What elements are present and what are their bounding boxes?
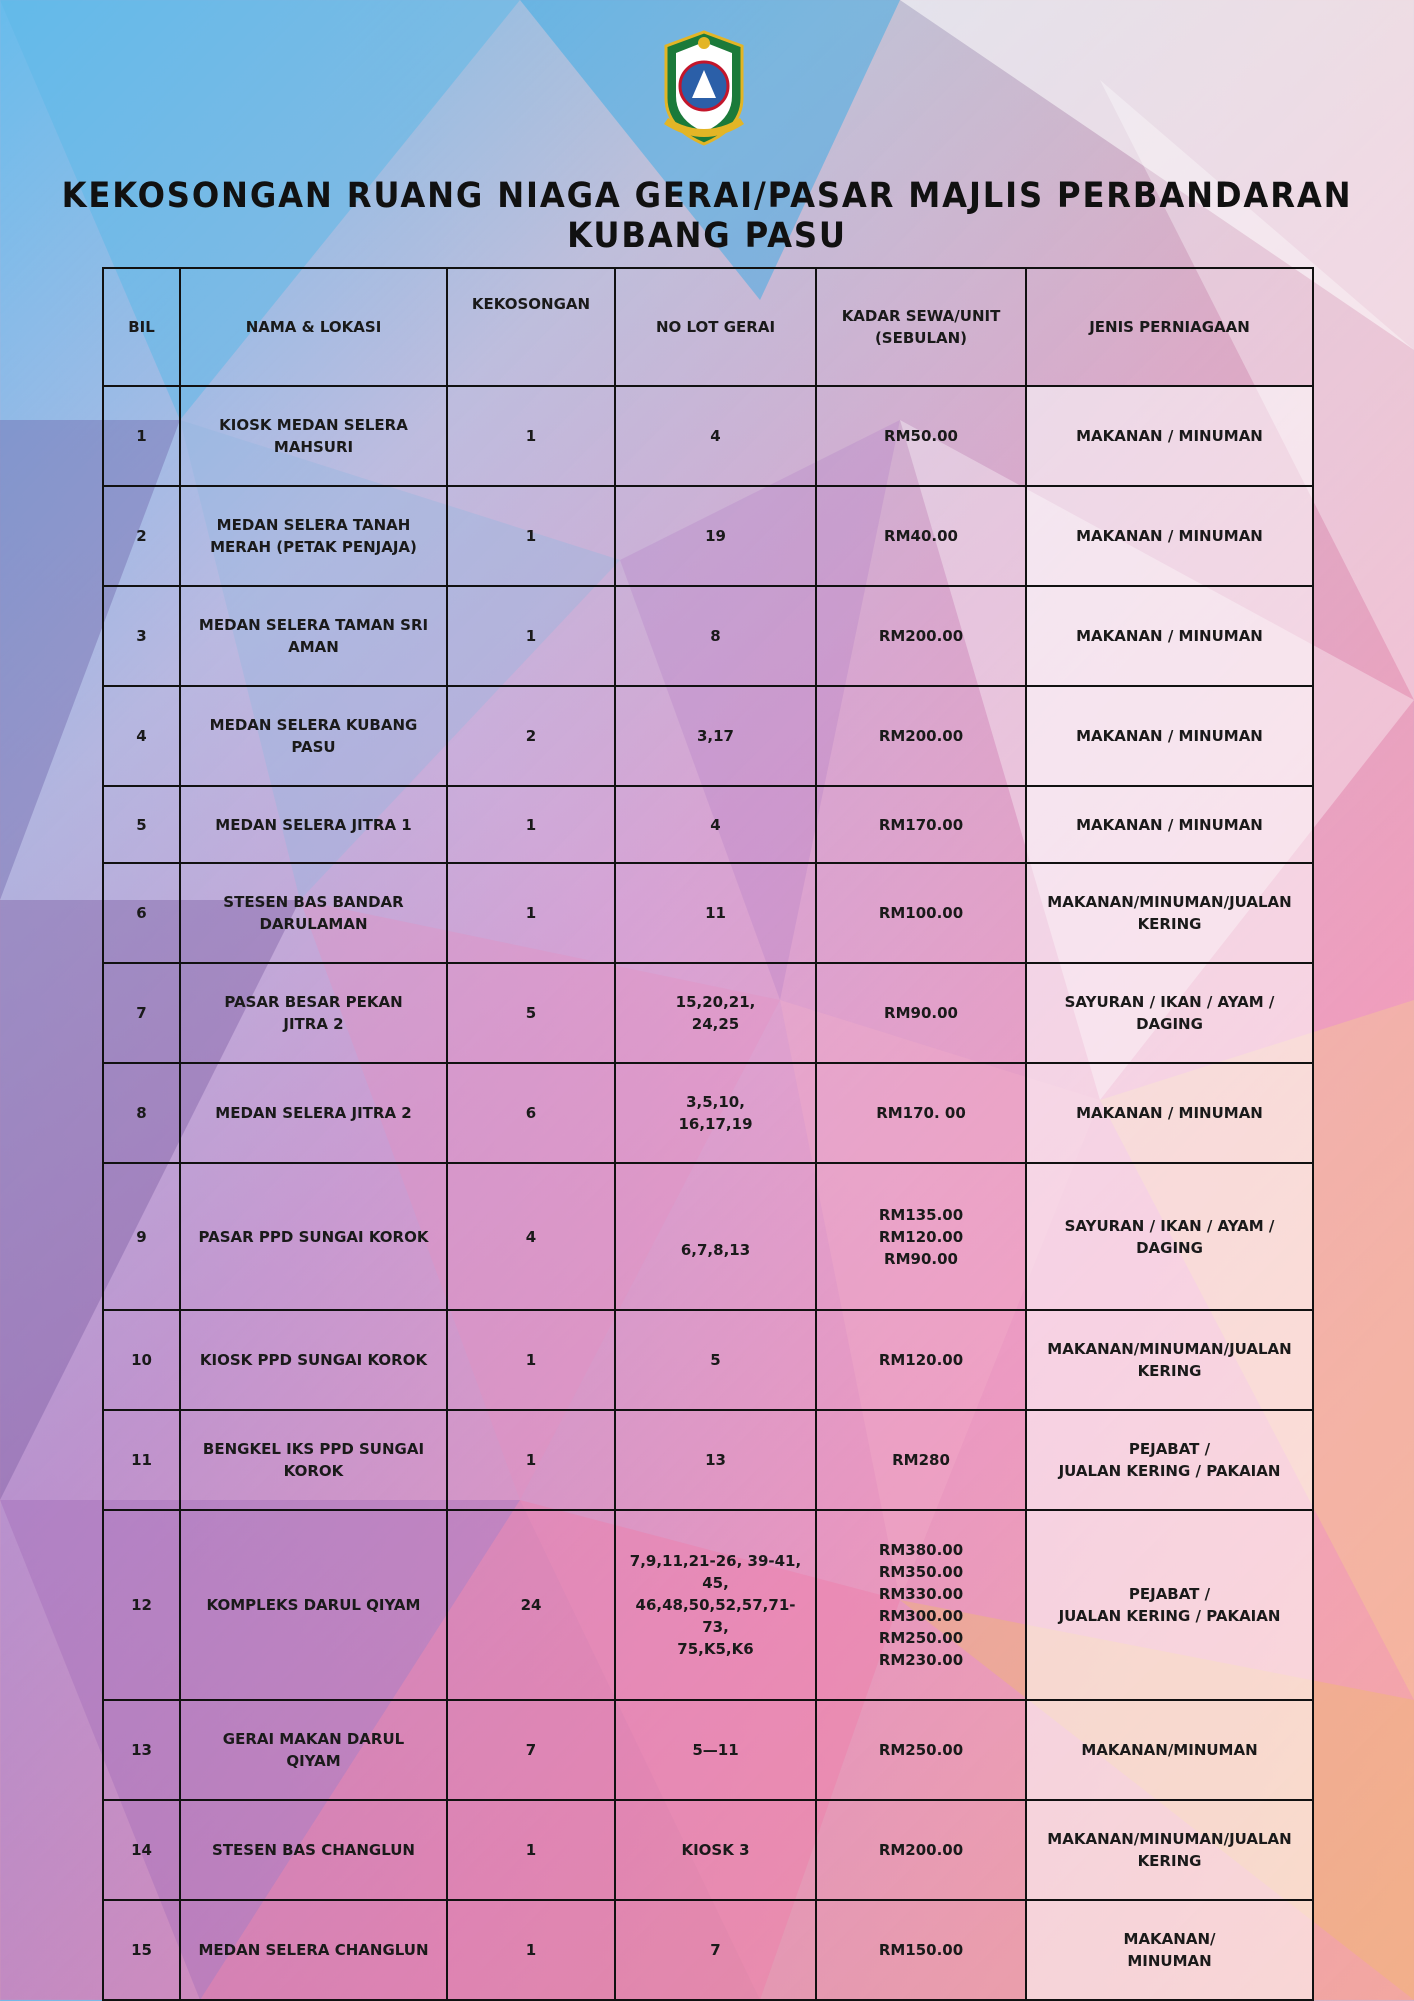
cell-bil: 9 bbox=[103, 1163, 180, 1310]
cell-jenis: MAKANAN / MINUMAN bbox=[1026, 1063, 1313, 1163]
cell-jenis: MAKANAN/MINUMAN/JUALAN KERING bbox=[1026, 863, 1313, 963]
cell-no-lot: 15,20,21, 24,25 bbox=[615, 963, 816, 1063]
cell-nama: KIOSK PPD SUNGAI KOROK bbox=[180, 1310, 447, 1410]
cell-no-lot: 13 bbox=[615, 1410, 816, 1510]
cell-kekosongan: 1 bbox=[447, 386, 615, 486]
cell-kekosongan: 1 bbox=[447, 1900, 615, 2000]
cell-kadar: RM200.00 bbox=[816, 686, 1026, 786]
cell-no-lot: 5 bbox=[615, 1310, 816, 1410]
cell-bil: 13 bbox=[103, 1700, 180, 1800]
cell-kadar: RM380.00 RM350.00 RM330.00 RM300.00 RM250.00 RM230.00 bbox=[816, 1510, 1026, 1700]
cell-kadar: RM170. 00 bbox=[816, 1063, 1026, 1163]
table-row bbox=[103, 586, 1313, 686]
cell-kekosongan: 4 bbox=[447, 1163, 615, 1310]
cell-jenis: MAKANAN/MINUMAN/JUALAN KERING bbox=[1026, 1310, 1313, 1410]
cell-kadar: RM90.00 bbox=[816, 963, 1026, 1063]
cell-bil: 2 bbox=[103, 486, 180, 586]
cell-bil: 4 bbox=[103, 686, 180, 786]
cell-nama: MEDAN SELERA CHANGLUN bbox=[180, 1900, 447, 2000]
table-row bbox=[103, 1700, 1313, 1800]
cell-jenis: MAKANAN/MINUMAN bbox=[1026, 1700, 1313, 1800]
table-header-row bbox=[103, 268, 1313, 386]
cell-nama: MEDAN SELERA KUBANG PASU bbox=[180, 686, 447, 786]
cell-bil: 5 bbox=[103, 786, 180, 863]
header-bil: BIL bbox=[103, 268, 180, 386]
cell-jenis: SAYURAN / IKAN / AYAM / DAGING bbox=[1026, 1163, 1313, 1310]
cell-nama: MEDAN SELERA JITRA 1 bbox=[180, 786, 447, 863]
cell-no-lot: 3,5,10, 16,17,19 bbox=[615, 1063, 816, 1163]
cell-no-lot: 7,9,11,21-26, 39-41, 45, 46,48,50,52,57,71-73, 75,K5,K6 bbox=[615, 1510, 816, 1700]
cell-no-lot: 3,17 bbox=[615, 686, 816, 786]
cell-no-lot: 6,7,8,13 bbox=[615, 1163, 816, 1310]
table-row bbox=[103, 786, 1313, 863]
cell-kadar: RM50.00 bbox=[816, 386, 1026, 486]
cell-kadar: RM250.00 bbox=[816, 1700, 1026, 1800]
cell-kekosongan: 6 bbox=[447, 1063, 615, 1163]
table-row bbox=[103, 486, 1313, 586]
cell-bil: 11 bbox=[103, 1410, 180, 1510]
table-row bbox=[103, 386, 1313, 486]
cell-kekosongan: 1 bbox=[447, 1410, 615, 1510]
council-emblem-icon bbox=[654, 28, 754, 148]
cell-kekosongan: 7 bbox=[447, 1700, 615, 1800]
vacancy-table bbox=[102, 267, 1314, 2001]
cell-kadar: RM200.00 bbox=[816, 1800, 1026, 1900]
table-row bbox=[103, 1163, 1313, 1310]
cell-kekosongan: 1 bbox=[447, 586, 615, 686]
cell-bil: 15 bbox=[103, 1900, 180, 2000]
cell-nama: PASAR BESAR PEKAN JITRA 2 bbox=[180, 963, 447, 1063]
table-row bbox=[103, 1310, 1313, 1410]
cell-no-lot: 4 bbox=[615, 786, 816, 863]
cell-nama: STESEN BAS BANDAR DARULAMAN bbox=[180, 863, 447, 963]
cell-bil: 12 bbox=[103, 1510, 180, 1700]
cell-nama: MEDAN SELERA TAMAN SRI AMAN bbox=[180, 586, 447, 686]
cell-kadar: RM135.00 RM120.00 RM90.00 bbox=[816, 1163, 1026, 1310]
cell-no-lot: 7 bbox=[615, 1900, 816, 2000]
header-kadar-sewa: KADAR SEWA/UNIT (SEBULAN) bbox=[816, 268, 1026, 386]
cell-nama: MEDAN SELERA JITRA 2 bbox=[180, 1063, 447, 1163]
cell-kadar: RM170.00 bbox=[816, 786, 1026, 863]
table-row bbox=[103, 1900, 1313, 2000]
cell-no-lot: 19 bbox=[615, 486, 816, 586]
cell-bil: 7 bbox=[103, 963, 180, 1063]
cell-no-lot: 4 bbox=[615, 386, 816, 486]
table-row bbox=[103, 1410, 1313, 1510]
cell-no-lot: 8 bbox=[615, 586, 816, 686]
cell-bil: 8 bbox=[103, 1063, 180, 1163]
cell-nama: KIOSK MEDAN SELERA MAHSURI bbox=[180, 386, 447, 486]
cell-jenis: PEJABAT / JUALAN KERING / PAKAIAN bbox=[1026, 1510, 1313, 1700]
cell-bil: 1 bbox=[103, 386, 180, 486]
cell-nama: MEDAN SELERA TANAH MERAH (PETAK PENJAJA) bbox=[180, 486, 447, 586]
page-title: KEKOSONGAN RUANG NIAGA GERAI/PASAR MAJLIS PERBANDARAN KUBANG PASU bbox=[61, 176, 1353, 256]
cell-nama: PASAR PPD SUNGAI KOROK bbox=[180, 1163, 447, 1310]
cell-kekosongan: 1 bbox=[447, 786, 615, 863]
cell-jenis: MAKANAN / MINUMAN bbox=[1026, 486, 1313, 586]
cell-kadar: RM40.00 bbox=[816, 486, 1026, 586]
table-row bbox=[103, 963, 1313, 1063]
cell-jenis: MAKANAN / MINUMAN bbox=[1026, 686, 1313, 786]
cell-kekosongan: 5 bbox=[447, 963, 615, 1063]
cell-nama: KOMPLEKS DARUL QIYAM bbox=[180, 1510, 447, 1700]
cell-no-lot: 5—11 bbox=[615, 1700, 816, 1800]
header-kekosongan: KEKOSONGAN bbox=[447, 268, 615, 386]
cell-kadar: RM120.00 bbox=[816, 1310, 1026, 1410]
cell-jenis: MAKANAN/ MINUMAN bbox=[1026, 1900, 1313, 2000]
cell-jenis: PEJABAT / JUALAN KERING / PAKAIAN bbox=[1026, 1410, 1313, 1510]
cell-nama: GERAI MAKAN DARUL QIYAM bbox=[180, 1700, 447, 1800]
cell-jenis: MAKANAN / MINUMAN bbox=[1026, 386, 1313, 486]
cell-kadar: RM100.00 bbox=[816, 863, 1026, 963]
header-no-lot: NO LOT GERAI bbox=[615, 268, 816, 386]
cell-kadar: RM150.00 bbox=[816, 1900, 1026, 2000]
cell-kadar: RM200.00 bbox=[816, 586, 1026, 686]
cell-jenis: MAKANAN / MINUMAN bbox=[1026, 586, 1313, 686]
cell-kekosongan: 24 bbox=[447, 1510, 615, 1700]
cell-kekosongan: 1 bbox=[447, 1800, 615, 1900]
cell-jenis: MAKANAN/MINUMAN/JUALAN KERING bbox=[1026, 1800, 1313, 1900]
header-jenis-perniagaan: JENIS PERNIAGAAN bbox=[1026, 268, 1313, 386]
table-row bbox=[103, 1510, 1313, 1700]
cell-nama: STESEN BAS CHANGLUN bbox=[180, 1800, 447, 1900]
cell-kekosongan: 1 bbox=[447, 486, 615, 586]
cell-kekosongan: 2 bbox=[447, 686, 615, 786]
cell-nama: BENGKEL IKS PPD SUNGAI KOROK bbox=[180, 1410, 447, 1510]
cell-no-lot: KIOSK 3 bbox=[615, 1800, 816, 1900]
cell-jenis: MAKANAN / MINUMAN bbox=[1026, 786, 1313, 863]
cell-jenis: SAYURAN / IKAN / AYAM / DAGING bbox=[1026, 963, 1313, 1063]
cell-bil: 3 bbox=[103, 586, 180, 686]
table-row bbox=[103, 863, 1313, 963]
table-row bbox=[103, 1800, 1313, 1900]
cell-kadar: RM280 bbox=[816, 1410, 1026, 1510]
cell-kekosongan: 1 bbox=[447, 1310, 615, 1410]
cell-bil: 10 bbox=[103, 1310, 180, 1410]
cell-bil: 14 bbox=[103, 1800, 180, 1900]
table-row bbox=[103, 686, 1313, 786]
cell-kekosongan: 1 bbox=[447, 863, 615, 963]
table-row bbox=[103, 1063, 1313, 1163]
header-nama-lokasi: NAMA & LOKASI bbox=[180, 268, 447, 386]
cell-no-lot: 11 bbox=[615, 863, 816, 963]
cell-bil: 6 bbox=[103, 863, 180, 963]
